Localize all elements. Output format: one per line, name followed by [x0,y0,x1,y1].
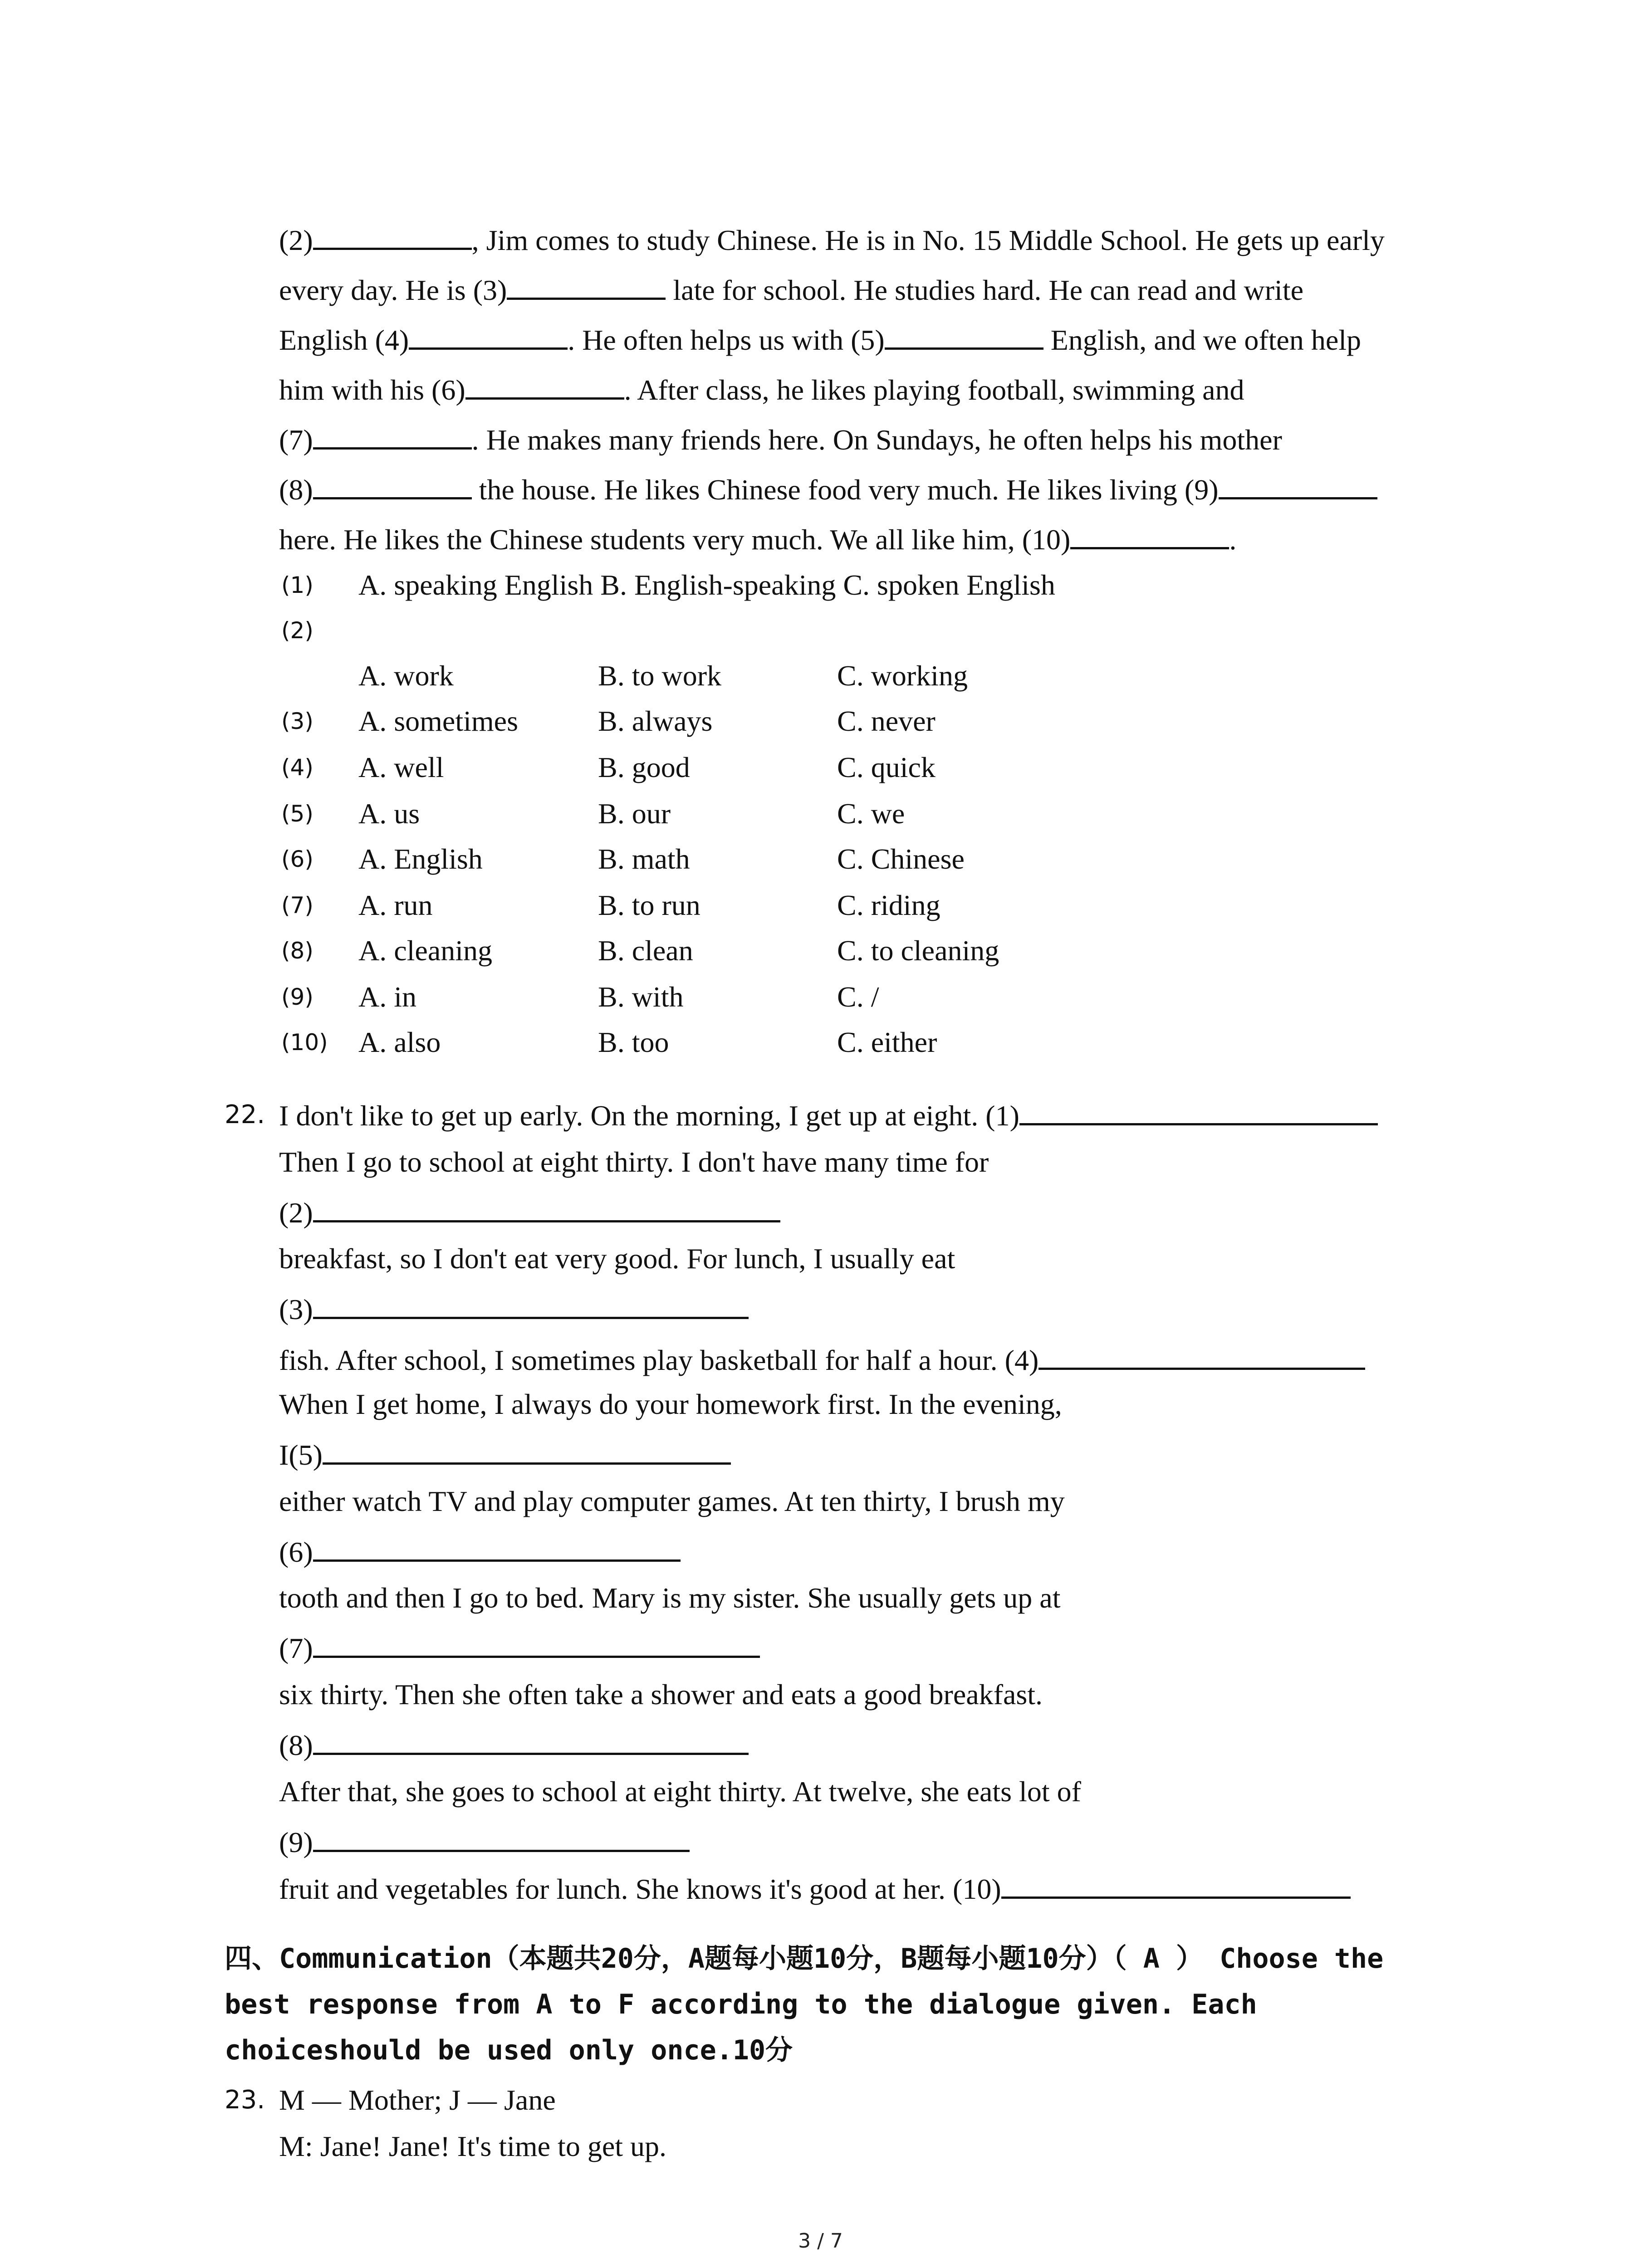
option-b[interactable]: B. to run [598,889,700,921]
q22-line-15: After that, she goes to school at eight thirty. At twelve, she eats lot of [279,1775,1081,1808]
answer-blank[interactable] [313,1629,760,1658]
answer-blank[interactable] [409,321,568,350]
passage-line-3: English (4) . He often helps us with (5) English, and we often help [279,321,1361,358]
q22-line-2: Then I go to school at eight thirty. I don't have many time for [279,1146,989,1178]
answer-blank[interactable] [1001,1870,1351,1899]
option-b[interactable]: B. clean [598,934,693,967]
answer-blank[interactable] [313,221,472,250]
option-c[interactable]: C. to cleaning [837,934,999,967]
answer-blank[interactable] [1070,521,1229,549]
option-b[interactable]: B. too [598,1026,669,1058]
option-c[interactable]: C. never [837,705,936,737]
q22-line-16: (9) [279,1823,690,1861]
question-number-22: 22. [225,1100,265,1129]
option-number-9: (9) [281,984,314,1010]
option-a[interactable]: A. well [358,751,444,783]
option-a[interactable]: A. in [358,981,416,1013]
option-number-8: (8) [281,938,314,964]
section-heading: 四、Communication（本题共20分，A题每小题10分，B题每小题10分）（ A ） Choose the best response from A to F according to the dialogue given. Each choiceshould be used only once.10分 [225,1943,1384,2066]
option-c[interactable]: C. quick [837,751,936,783]
answer-blank[interactable] [1019,1097,1378,1125]
option-a[interactable]: A. us [358,797,420,830]
answer-blank[interactable] [1038,1341,1365,1370]
passage-line-2: every day. He is (3) late for school. He studies hard. He can read and write [279,271,1303,308]
option-c[interactable]: C. / [837,981,879,1013]
answer-blank[interactable] [313,1726,749,1755]
q22-line-9: either watch TV and play computer games. At ten thirty, I brush my [279,1485,1065,1517]
answer-blank[interactable] [885,321,1043,350]
answer-blank[interactable] [313,421,472,450]
option-number-10: (10) [281,1029,328,1056]
passage-line-6: (8) the house. He likes Chinese food very much. He likes living (9) [279,471,1377,508]
answer-blank[interactable] [323,1436,731,1465]
option-number-6: (6) [281,846,314,872]
page-number: 3 / 7 [798,2229,843,2253]
q23-line-1: M — Mother; J — Jane [279,2084,556,2116]
q22-line-10: (6) [279,1533,681,1570]
q22-line-1: I don't like to get up early. On the morning, I get up at eight. (1) [279,1097,1378,1134]
option-number-7: (7) [281,892,314,919]
option-c[interactable]: C. riding [837,889,941,921]
option-a[interactable]: A. run [358,889,433,921]
option-number-5: (5) [281,801,314,827]
q22-line-8: I(5) [279,1436,731,1473]
option-a[interactable]: A. cleaning [358,934,492,967]
q22-line-17: fruit and vegetables for lunch. She knows it's good at her. (10) [279,1870,1351,1907]
q22-line-5: (3) [279,1290,749,1328]
q23-line-2: M: Jane! Jane! It's time to get up. [279,2130,666,2162]
answer-blank[interactable] [313,1823,690,1852]
option-b[interactable]: B. good [598,751,690,783]
option-number-3: (3) [281,708,314,734]
option-a[interactable]: A. sometimes [358,705,518,737]
q22-line-11: tooth and then I go to bed. Mary is my sister. She usually gets up at [279,1582,1061,1614]
answer-blank[interactable] [1219,471,1377,499]
q22-line-7: When I get home, I always do your homework first. In the evening, [279,1388,1062,1420]
answer-blank[interactable] [313,1290,749,1319]
passage-line-4: him with his (6) . After class, he likes playing football, swimming and [279,371,1244,408]
option-c[interactable]: C. working [837,660,968,692]
q22-line-4: breakfast, so I don't eat very good. For lunch, I usually eat [279,1242,955,1275]
option-a[interactable]: A. English [358,843,483,875]
option-b[interactable]: B. with [598,981,684,1013]
option-b[interactable]: B. always [598,705,713,737]
option-b[interactable]: B. to work [598,660,721,692]
option-b[interactable]: B. our [598,797,671,830]
answer-blank[interactable] [465,371,624,400]
option-number-2: (2) [281,617,314,644]
passage-line-5: (7) . He makes many friends here. On Sundays, he often helps his mother [279,421,1282,458]
option-b[interactable]: B. math [598,843,690,875]
option-number-4: (4) [281,754,314,781]
answer-blank[interactable] [313,1194,780,1222]
option-c[interactable]: C. Chinese [837,843,965,875]
q22-line-14: (8) [279,1726,749,1764]
question-number-23: 23. [225,2085,265,2115]
option-a[interactable]: A. work [358,660,454,692]
q22-line-3: (2) [279,1194,780,1231]
option-row-1: A. speaking English B. English-speaking C. spoken English [358,569,1055,601]
answer-blank[interactable] [313,1533,681,1562]
option-number-1: (1) [281,572,314,598]
option-c[interactable]: C. either [837,1026,937,1058]
q22-line-13: six thirty. Then she often take a shower and eats a good breakfast. [279,1678,1043,1711]
option-c[interactable]: C. we [837,797,905,830]
answer-blank[interactable] [507,271,666,300]
passage-line-1: (2) , Jim comes to study Chinese. He is in No. 15 Middle School. He gets up early [279,221,1385,259]
answer-blank[interactable] [313,471,472,499]
option-a[interactable]: A. also [358,1026,441,1058]
q22-line-6: fish. After school, I sometimes play basketball for half a hour. (4) [279,1341,1365,1378]
q22-line-12: (7) [279,1629,760,1667]
passage-line-7: here. He likes the Chinese students very much. We all like him, (10) . [279,521,1236,558]
